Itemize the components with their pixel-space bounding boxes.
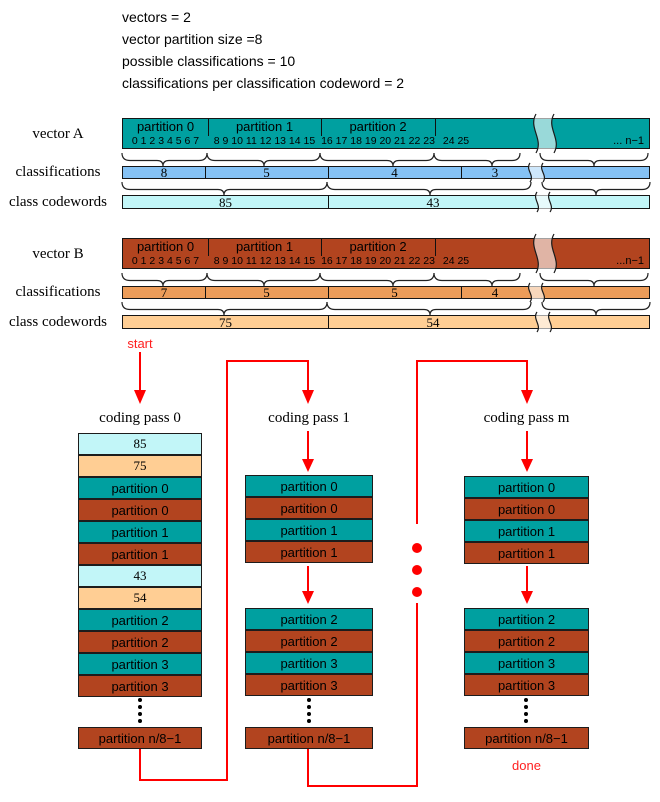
- classification-value: 5: [263, 285, 270, 300]
- stack-block: partition 0: [78, 499, 202, 521]
- vector-a-bar: [122, 118, 650, 149]
- stack-block: partition 2: [464, 608, 589, 630]
- stack-block: partition 2: [245, 608, 373, 630]
- sample-indices: 24 25: [442, 135, 470, 147]
- codeword-value: 43: [426, 195, 440, 210]
- stack-block: partition 1: [245, 519, 373, 541]
- stack-block: partition 3: [245, 652, 373, 674]
- partition-header: partition 0: [136, 119, 195, 134]
- codewords-b-label: class codewords: [9, 314, 107, 330]
- classification-value: 5: [391, 285, 398, 300]
- partition-header: partition 2: [349, 239, 407, 254]
- sample-indices: 24 25: [442, 255, 470, 267]
- final-partition-block: partition n/8−1: [78, 727, 202, 749]
- parameters-block: [122, 6, 404, 94]
- stack-block: partition 1: [464, 542, 589, 564]
- stack-block: 54: [78, 587, 202, 609]
- stack-block: partition 2: [464, 630, 589, 652]
- sample-indices: 16 17 18 19 20 21 22 23: [321, 255, 435, 267]
- sample-indices: 16 17 18 19 20 21 22 23: [321, 135, 435, 147]
- classification-value: 4: [491, 285, 499, 300]
- vector-tail-indices: ... n−1: [613, 135, 644, 147]
- partition-header: partition 0: [136, 239, 195, 254]
- classification-value: 7: [160, 285, 168, 300]
- stack-block: partition 3: [78, 653, 202, 675]
- sample-indices: 8 9 10 11 12 13 14 15: [213, 135, 316, 147]
- stack-block: partition 2: [78, 631, 202, 653]
- cell-divider: [328, 287, 329, 298]
- coding-pass-0-title: coding pass 0: [99, 410, 181, 426]
- cell-divider: [328, 196, 329, 208]
- codewords-b-bar: [122, 315, 650, 329]
- coding-pass-1-column: [245, 475, 373, 755]
- partition-header: partition 1: [235, 119, 294, 134]
- parameter-line: vectors = 2: [122, 9, 191, 25]
- start-label: start: [127, 336, 153, 351]
- stack-block: 43: [78, 565, 202, 587]
- codeword-value: 54: [426, 315, 440, 330]
- cell-divider: [328, 316, 329, 328]
- classification-value: 3: [491, 165, 499, 180]
- stack-block: partition 0: [78, 477, 202, 499]
- classification-value: 4: [391, 165, 398, 180]
- stack-block: partition 1: [78, 521, 202, 543]
- sample-indices: 0 1 2 3 4 5 6 7: [131, 255, 200, 267]
- cell-divider: [205, 167, 206, 178]
- sample-indices: 8 9 10 11 12 13 14 15: [213, 255, 316, 267]
- vector-b-label: vector B: [32, 246, 84, 262]
- stack-block: partition 1: [78, 543, 202, 565]
- vector-a-label: vector A: [32, 126, 84, 142]
- codewords-a-bar: [122, 195, 650, 209]
- vector-b-bar: [122, 238, 650, 269]
- stack-block: partition 0: [245, 475, 373, 497]
- coding-pass-m-column: [464, 476, 589, 756]
- coding-pass-m-title: coding pass m: [483, 410, 570, 426]
- classification-value: 5: [263, 165, 270, 180]
- sample-indices: 0 1 2 3 4 5 6 7: [131, 135, 200, 147]
- final-partition-block: partition n/8−1: [245, 727, 373, 749]
- classification-value: 8: [160, 165, 168, 180]
- stack-block: partition 3: [464, 674, 589, 696]
- vector-tail-indices: ...n−1: [616, 255, 644, 267]
- classifications-b-label: classifications: [15, 284, 101, 300]
- stack-block: partition 3: [464, 652, 589, 674]
- parameter-line: classifications per classification codeword = 2: [122, 75, 405, 91]
- stack-block: partition 0: [245, 497, 373, 519]
- classifications-b-bar: [122, 286, 650, 299]
- stack-block: partition 1: [245, 541, 373, 563]
- cell-divider: [461, 287, 462, 298]
- stack-block: partition 0: [464, 498, 589, 520]
- coding-pass-0-column: [78, 433, 202, 753]
- cell-divider: [461, 167, 462, 178]
- stack-block: partition 3: [245, 674, 373, 696]
- stack-block: partition 2: [245, 630, 373, 652]
- cell-divider: [328, 167, 329, 178]
- partition-header: partition 2: [349, 119, 407, 134]
- coding-pass-1-title: coding pass 1: [268, 410, 350, 426]
- parameter-line: possible classifications = 10: [122, 53, 296, 69]
- codeword-value: 75: [219, 315, 232, 330]
- stack-block: 85: [78, 433, 202, 455]
- classifications-a-bar: [122, 166, 650, 179]
- parameter-line: vector partition size =8: [122, 31, 263, 47]
- final-partition-block: partition n/8−1: [464, 727, 589, 749]
- stack-block: partition 0: [464, 476, 589, 498]
- done-label: done: [512, 758, 541, 773]
- classifications-a-label: classifications: [15, 164, 101, 180]
- codeword-value: 85: [219, 195, 232, 210]
- stack-block: 75: [78, 455, 202, 477]
- stack-block: partition 3: [78, 675, 202, 697]
- pass-ellipsis-dots: [412, 543, 422, 597]
- stack-block: partition 1: [464, 520, 589, 542]
- partition-header: partition 1: [235, 239, 294, 254]
- cell-divider: [205, 287, 206, 298]
- stack-block: partition 2: [78, 609, 202, 631]
- codewords-a-label: class codewords: [9, 194, 107, 210]
